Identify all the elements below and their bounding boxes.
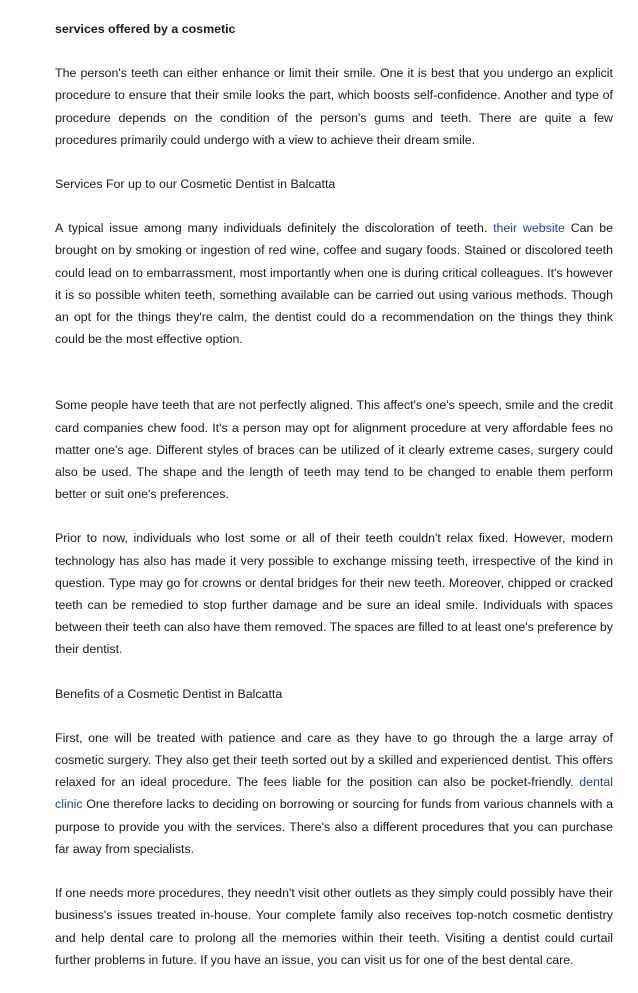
dental-clinic-link[interactable]: dental clinic (55, 775, 613, 812)
paragraph-text: A typical issue among many individuals definitely the discoloration of teeth. (55, 221, 494, 236)
paragraph-text: First, one will be treated with patience and care as they have to go through the a large array of cosmetic surgery. They also get their teeth sorted out by a skilled and experienced dentist. This offers relaxed for an ideal procedure. The fees liable for the position can also be pocket-friendly. (55, 730, 613, 790)
paragraph-text: Can be brought on by smoking or ingestion of red wine, coffee and sugary foods. Stained or discolored teeth could lead on to embarrassment, most importantly when one is during critical colleagues. It's however it is so possible whiten teeth, something available can be carried out using various methods. Though an opt for the things they're calm, the dentist could do a recommendation on the things they think could be the most effective option. (55, 221, 613, 347)
document-title: services offered by a cosmetic (55, 22, 236, 36)
paragraph-alignment: Some people have teeth that are not perfectly aligned. This affect's one's speech, smile and the credit card companies chew food. It's a person may opt for alignment procedure at very affordable fees no matter one's age. Different styles of braces can be utilized of it clearly extreme cases, surgery could also be used. The shape and the length of teeth may tend to be changed to enable them perform better or suit one's preferences. (55, 398, 613, 502)
their-website-link[interactable]: their website (493, 221, 565, 236)
paragraph-discoloration (55, 217, 613, 350)
section-heading-benefits: Benefits of a Cosmetic Dentist in Balcatta (55, 686, 283, 701)
paragraph-replacement: Prior to now, individuals who lost some or all of their teeth couldn't relax fixed. However, modern technology has also has made it very possible to exchange missing teeth, irrespective of the kind in question. Type may go for crowns or dental bridges for their new teeth. Moreover, chipped or cracked teeth can be remedied to stop further damage and be sure an ideal smile. Individuals with spaces between their teeth can also have them removed. The spaces are filled to at least one's preference by their dentist. (55, 531, 613, 657)
section-heading-services: Services For up to our Cosmetic Dentist in Balcatta (55, 177, 336, 192)
paragraph-benefits (55, 727, 613, 860)
intro-paragraph: The person's teeth can either enhance or limit their smile. One it is best that you undergo an explicit procedure to ensure that their smile looks the part, which boosts self-confidence. Another and type of procedure depends on the condition of the person's gums and teeth. There are quite a few procedures primarily could undergo with a view to achieve their dream smile. (55, 66, 613, 147)
paragraph-in-house: If one needs more procedures, they needn't visit other outlets as they simply could possibly have their business's issues treated in-house. Your complete family also receives top-notch cosmetic dentistry and help dental care to prolong all the memories within their teeth. Visiting a dentist could curtail further problems in future. If you have an issue, you can visit us for one of the best dental care. (55, 886, 613, 967)
document-page (55, 18, 613, 993)
paragraph-text: One therefore lacks to deciding on borrowing or sourcing for funds from various channels with a purpose to provide you with the services. There's also a different procedures that you can purchase far away from specialists. (55, 797, 613, 856)
